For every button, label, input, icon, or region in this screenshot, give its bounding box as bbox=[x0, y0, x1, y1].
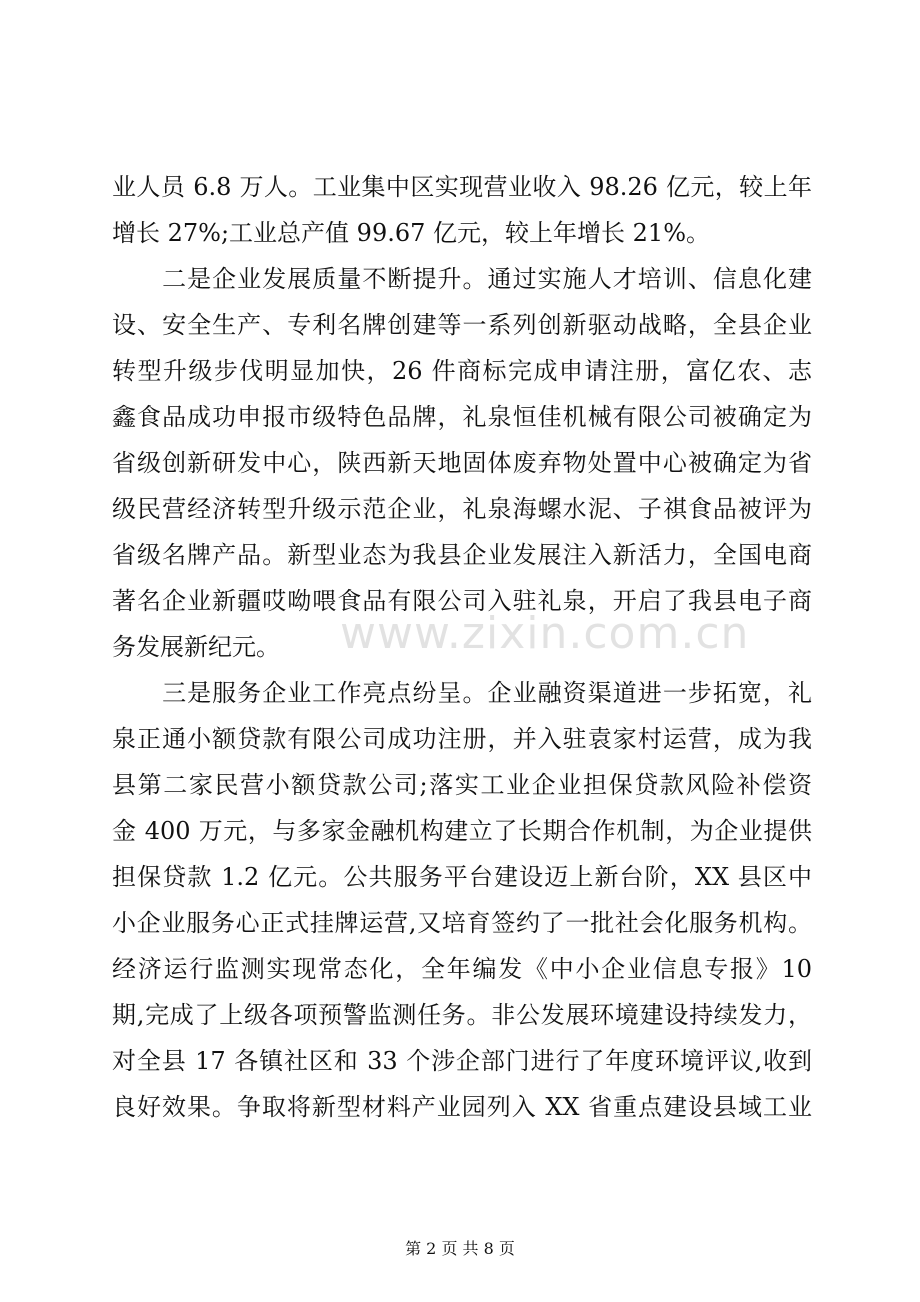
text-line: 转型升级步伐明显加快，26 件商标完成申请注册，富亿农、志 bbox=[112, 357, 812, 385]
text-line: 三是服务企业工作亮点纷呈。企业融资渠道进一步拓宽，礼 bbox=[112, 679, 812, 707]
text-line: 小企业服务心正式挂牌运营,又培育签约了一批社会化服务机构。 bbox=[112, 909, 812, 937]
text-line: 省级创新研发中心，陕西新天地固体废弃物处置中心被确定为省 bbox=[112, 449, 812, 477]
text-line: 鑫食品成功申报市级特色品牌，礼泉恒佳机械有限公司被确定为 bbox=[112, 403, 812, 431]
text-line: 担保贷款 1.2 亿元。公共服务平台建设迈上新台阶，XX 县区中 bbox=[112, 863, 812, 891]
text-line: 级民营经济转型升级示范企业，礼泉海螺水泥、子祺食品被评为 bbox=[112, 495, 812, 523]
text-line: 金 400 万元，与多家金融机构建立了长期合作机制，为企业提供 bbox=[112, 817, 812, 845]
text-line: 对全县 17 各镇社区和 33 个涉企部门进行了年度环境评议,收到 bbox=[112, 1047, 812, 1075]
watermark: www.zixin.com.cn bbox=[340, 608, 750, 659]
body-text bbox=[112, 164, 812, 1130]
text-line: 著名企业新疆哎呦喂食品有限公司入驻礼泉，开启了我县电子商 bbox=[112, 587, 812, 615]
text-line: 期,完成了上级各项预警监测任务。非公发展环境建设持续发力， bbox=[112, 1001, 812, 1029]
page-footer: 第 2 页 共 8 页 bbox=[405, 1239, 515, 1258]
text-line: 省级名牌产品。新型业态为我县企业发展注入新活力，全国电商 bbox=[112, 541, 812, 569]
text-line: 经济运行监测实现常态化，全年编发《中小企业信息专报》10 bbox=[112, 955, 812, 983]
text-line: 二是企业发展质量不断提升。通过实施人才培训、信息化建 bbox=[112, 265, 812, 293]
text-line: 泉正通小额贷款有限公司成功注册，并入驻袁家村运营，成为我 bbox=[112, 725, 812, 753]
text-line: 务发展新纪元。 bbox=[112, 633, 280, 661]
text-line: 增长 27%;工业总产值 99.67 亿元，较上年增长 21%。 bbox=[112, 219, 710, 247]
text-line: 良好效果。争取将新型材料产业园列入 XX 省重点建设县域工业 bbox=[112, 1093, 812, 1121]
text-line: 县第二家民营小额贷款公司;落实工业企业担保贷款风险补偿资 bbox=[112, 771, 812, 799]
text-line: 业人员 6.8 万人。工业集中区实现营业收入 98.26 亿元，较上年 bbox=[112, 173, 812, 201]
text-line: 设、安全生产、专利名牌创建等一系列创新驱动战略，全县企业 bbox=[112, 311, 812, 339]
